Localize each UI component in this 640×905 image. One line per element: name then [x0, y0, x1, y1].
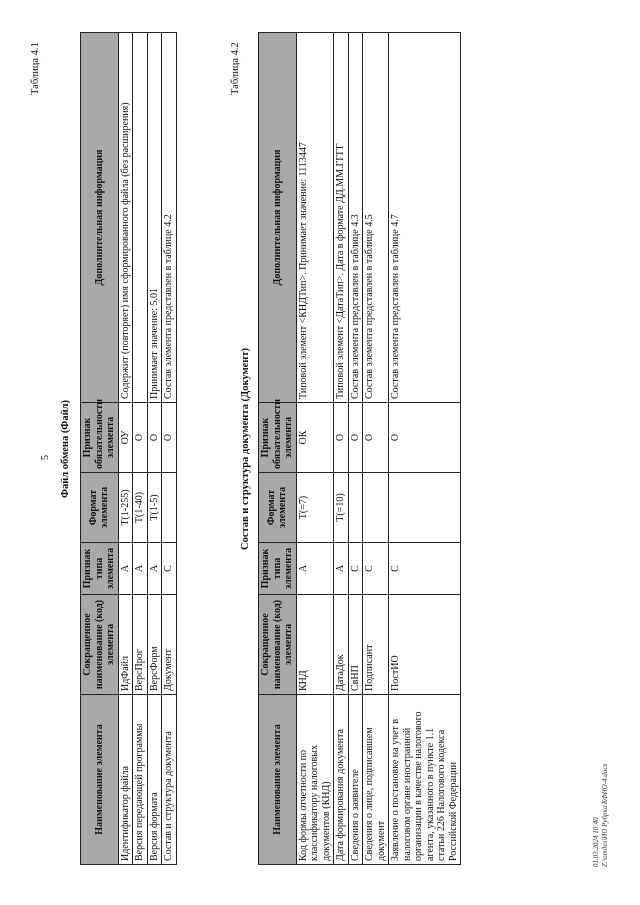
table-cell: Принимает значение: 5.01 — [147, 33, 162, 403]
table-row — [133, 33, 148, 865]
table-row — [118, 33, 133, 865]
table-row — [363, 33, 389, 865]
table-cell: С — [348, 543, 363, 595]
footer-timestamp: 01.03.2024 10:40 — [592, 817, 600, 867]
table2-header-row — [259, 33, 297, 865]
table-cell: Версия передающей программы — [133, 695, 148, 865]
table-cell: Состав и структура документа — [162, 695, 177, 865]
table-cell: ВерсПрог — [133, 595, 148, 695]
table-cell: Идентификатор файла — [118, 695, 133, 865]
table-cell: Дата формирования документа — [334, 695, 349, 865]
table-cell: А — [133, 543, 148, 595]
table-cell: Состав элемента представлен в таблице 4.2 — [162, 33, 177, 403]
table-cell: Заявление о постановке на учет в налоговом органе иностранной организации в качестве налогового агента, указанного в пункте 1.1 статьи 226 Налогового кодекса Российской Федерации — [389, 695, 461, 865]
table1-header-cell: Признак типа элемента — [81, 543, 119, 595]
table2-header-cell: Признак типа элемента — [259, 543, 297, 595]
table-cell: Содержит (повторяет) имя сформированного файла (без расширения) — [118, 33, 133, 403]
table-cell: О — [363, 403, 389, 473]
table-cell: ДатаДок — [334, 595, 349, 695]
table-cell: О — [162, 403, 177, 473]
table-cell: Версия формата — [147, 695, 162, 865]
table-cell: Код формы отчетности по классификатору налоговых документов (КНД) — [296, 695, 334, 865]
table-cell: С — [363, 543, 389, 595]
table-cell — [133, 33, 148, 403]
table-cell: ОУ — [118, 403, 133, 473]
table2-header-cell: Формат элемента — [259, 473, 297, 543]
table-cell: КНД — [296, 595, 334, 695]
table1-header-cell: Признак обязательности элемента — [81, 403, 119, 473]
table2-number: Таблица 4.2 — [230, 42, 241, 95]
table-cell — [348, 473, 363, 543]
table1-header-cell: Формат элемента — [81, 473, 119, 543]
table2-header-cell: Признак обязательности элемента — [259, 403, 297, 473]
table-cell: T(1-255) — [118, 473, 133, 543]
table-cell: Подписант — [363, 595, 389, 695]
table-row — [334, 33, 349, 865]
table-cell: Документ — [162, 595, 177, 695]
table-cell: T(1-40) — [133, 473, 148, 543]
table-cell: Сведения о заявителе — [348, 695, 363, 865]
table-cell: О — [348, 403, 363, 473]
table-cell: Состав элемента представлен в таблице 4.5 — [363, 33, 389, 403]
table-cell: С — [389, 543, 461, 595]
table-cell: А — [296, 543, 334, 595]
table-cell: ПостИО — [389, 595, 461, 695]
table-cell: T(=7) — [296, 473, 334, 543]
footer-filepath: Z:\отдел\ИО Рубрка КФИО-4.docx — [601, 763, 609, 867]
table-cell: А — [118, 543, 133, 595]
table2 — [258, 32, 461, 865]
table-cell: О — [133, 403, 148, 473]
table-cell: А — [147, 543, 162, 595]
table-cell — [389, 473, 461, 543]
table-cell: СвНП — [348, 595, 363, 695]
table-cell: T(1-5) — [147, 473, 162, 543]
table-row — [162, 33, 177, 865]
table1-title: Файл обмена (Файл) — [60, 399, 71, 499]
table-cell: Сведения о лице, подписавшем документ — [363, 695, 389, 865]
table1-header-cell: Наименование элемента — [81, 695, 119, 865]
table-cell — [162, 473, 177, 543]
table1-header-cell: Дополнительная информация — [81, 33, 119, 403]
table-cell: ВерсФорм — [147, 595, 162, 695]
table-cell: О — [389, 403, 461, 473]
table1-header-cell: Сокращенное наименование (код) элемента — [81, 595, 119, 695]
table-cell: О — [334, 403, 349, 473]
table1-header-row — [81, 33, 119, 865]
table2-title: Состав и структура документа (Документ) — [240, 347, 251, 551]
table-row — [296, 33, 334, 865]
table1 — [80, 32, 177, 865]
table-cell: С — [162, 543, 177, 595]
table-cell: Типовой элемент <КНДТип>. Принимает значение: 1113447 — [296, 33, 334, 403]
table-cell: А — [334, 543, 349, 595]
table-row — [389, 33, 461, 865]
table-cell — [363, 473, 389, 543]
table-row — [348, 33, 363, 865]
table1-number: Таблица 4.1 — [30, 42, 41, 95]
table2-header-cell: Сокращенное наименование (код) элемента — [259, 595, 297, 695]
table-cell: ОК — [296, 403, 334, 473]
table-cell: Состав элемента представлен в таблице 4.7 — [389, 33, 461, 403]
page-number: 5 — [40, 455, 51, 460]
table-cell: ИдФайл — [118, 595, 133, 695]
table-cell: Состав элемента представлен в таблице 4.3 — [348, 33, 363, 403]
table-cell: T(=10) — [334, 473, 349, 543]
table2-header-cell: Наименование элемента — [259, 695, 297, 865]
table-row — [147, 33, 162, 865]
table-cell: О — [147, 403, 162, 473]
table2-header-cell: Дополнительная информация — [259, 33, 297, 403]
table-cell: Типовой элемент <ДатаТип>. Дата в формате ДД.ММ.ГГГГ — [334, 33, 349, 403]
